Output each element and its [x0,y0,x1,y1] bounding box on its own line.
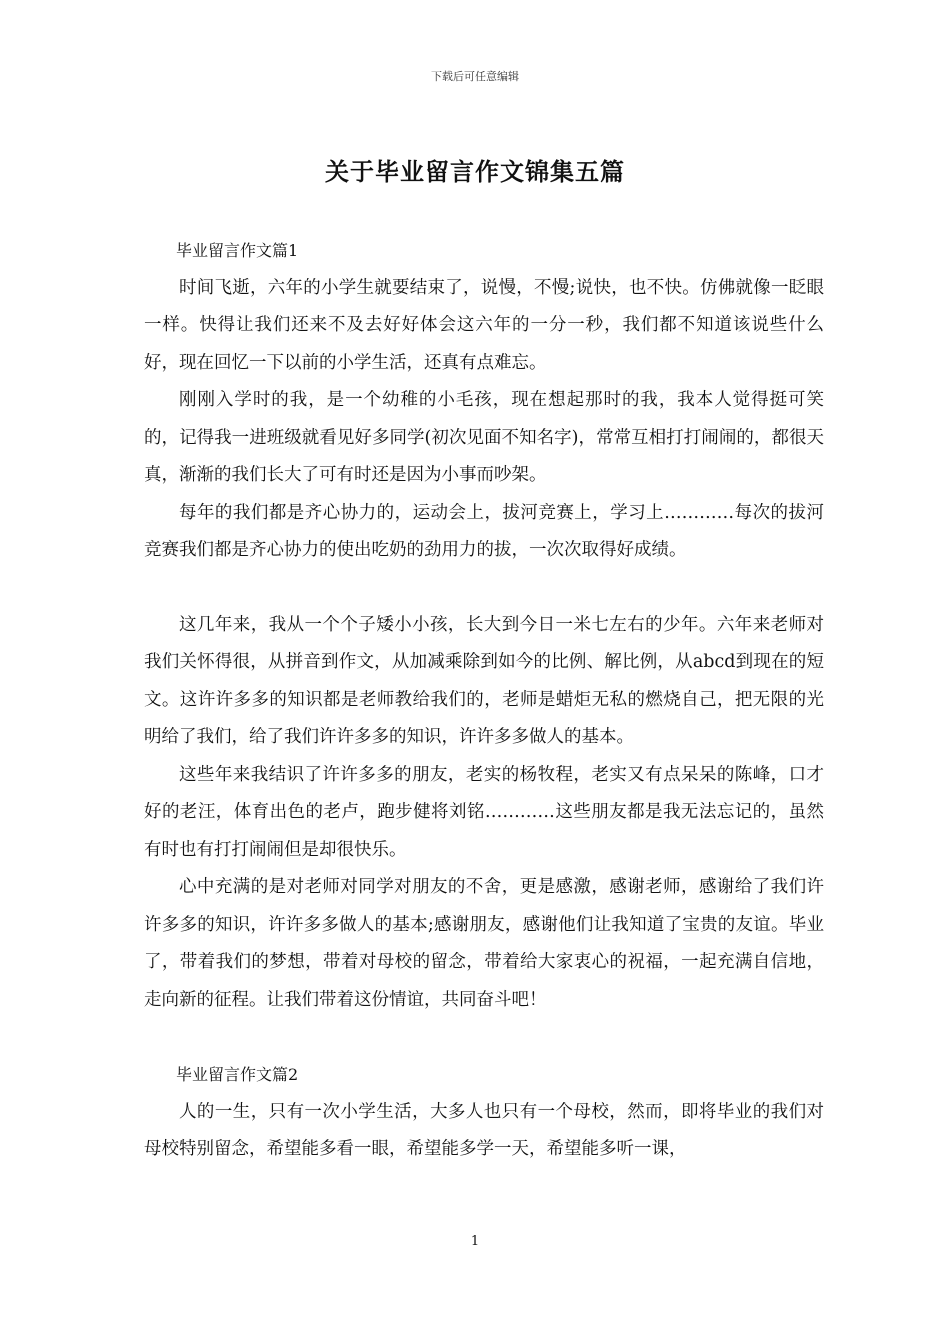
paragraph: 这几年来，我从一个个子矮小小孩，长大到今日一米七左右的少年。六年来老师对我们关怀得很，从拼音到作文，从加减乘除到如今的比例、解比例，从abcd到现在的短文。这许许多多的知识都是老师教给我们的，老师是蜡炬无私的燃烧自己，把无限的光明给了我们，给了我们许许多多的知识，许许多多做人的基本。 [144,614,824,747]
page-number: 1 [470,1234,480,1249]
paragraph-spacer [144,570,824,607]
paragraph: 这些年来我结识了许许多多的朋友，老实的杨牧程，老实又有点呆呆的陈峰，口才好的老汪，体育出色的老卢，跑步健将刘铭…………这些朋友都是我无法忘记的，虽然有时也有打打闹闹但是却很快乐。 [144,764,824,860]
document-body [144,232,824,1169]
header-note: 下载后可任意编辑 [431,70,519,83]
paragraph: 心中充满的是对老师对同学对朋友的不舍，更是感激，感谢老师，感谢给了我们许许多多的知识，许许多多做人的基本;感谢朋友，感谢他们让我知道了宝贵的友谊。毕业了，带着我们的梦想，带着对母校的留念，带着给大家衷心的祝福，一起充满自信地，走向新的征程。让我们带着这份情谊，共同奋斗吧！ [144,877,824,1010]
paragraph: 人的一生，只有一次小学生活，大多人也只有一个母校，然而，即将毕业的我们对母校特别留念，希望能多看一眼，希望能多学一天，希望能多听一课， [144,1101,824,1159]
paragraph-spacer [144,1019,824,1056]
section-heading-1: 毕业留言作文篇1 [176,241,299,260]
document-title: 关于毕业留言作文锦集五篇 [325,157,625,186]
paragraph: 每年的我们都是齐心协力的，运动会上，拔河竞赛上，学习上…………每次的拔河竞赛我们都是齐心协力的使出吃奶的劲用力的拔，一次次取得好成绩。 [144,502,824,560]
section-heading-2: 毕业留言作文篇2 [176,1065,299,1084]
paragraph: 时间飞逝，六年的小学生就要结束了，说慢，不慢;说快，也不快。仿佛就像一眨眼一样。快得让我们还来不及去好好体会这六年的一分一秒，我们都不知道该说些什么好，现在回忆一下以前的小学生活，还真有点难忘。 [144,277,824,373]
paragraph: 刚刚入学时的我，是一个幼稚的小毛孩，现在想起那时的我，我本人觉得挺可笑的，记得我一进班级就看见好多同学(初次见面不知名字)，常常互相打打闹闹的，都很天真，渐渐的我们长大了可有时还是因为小事而吵架。 [144,390,824,485]
